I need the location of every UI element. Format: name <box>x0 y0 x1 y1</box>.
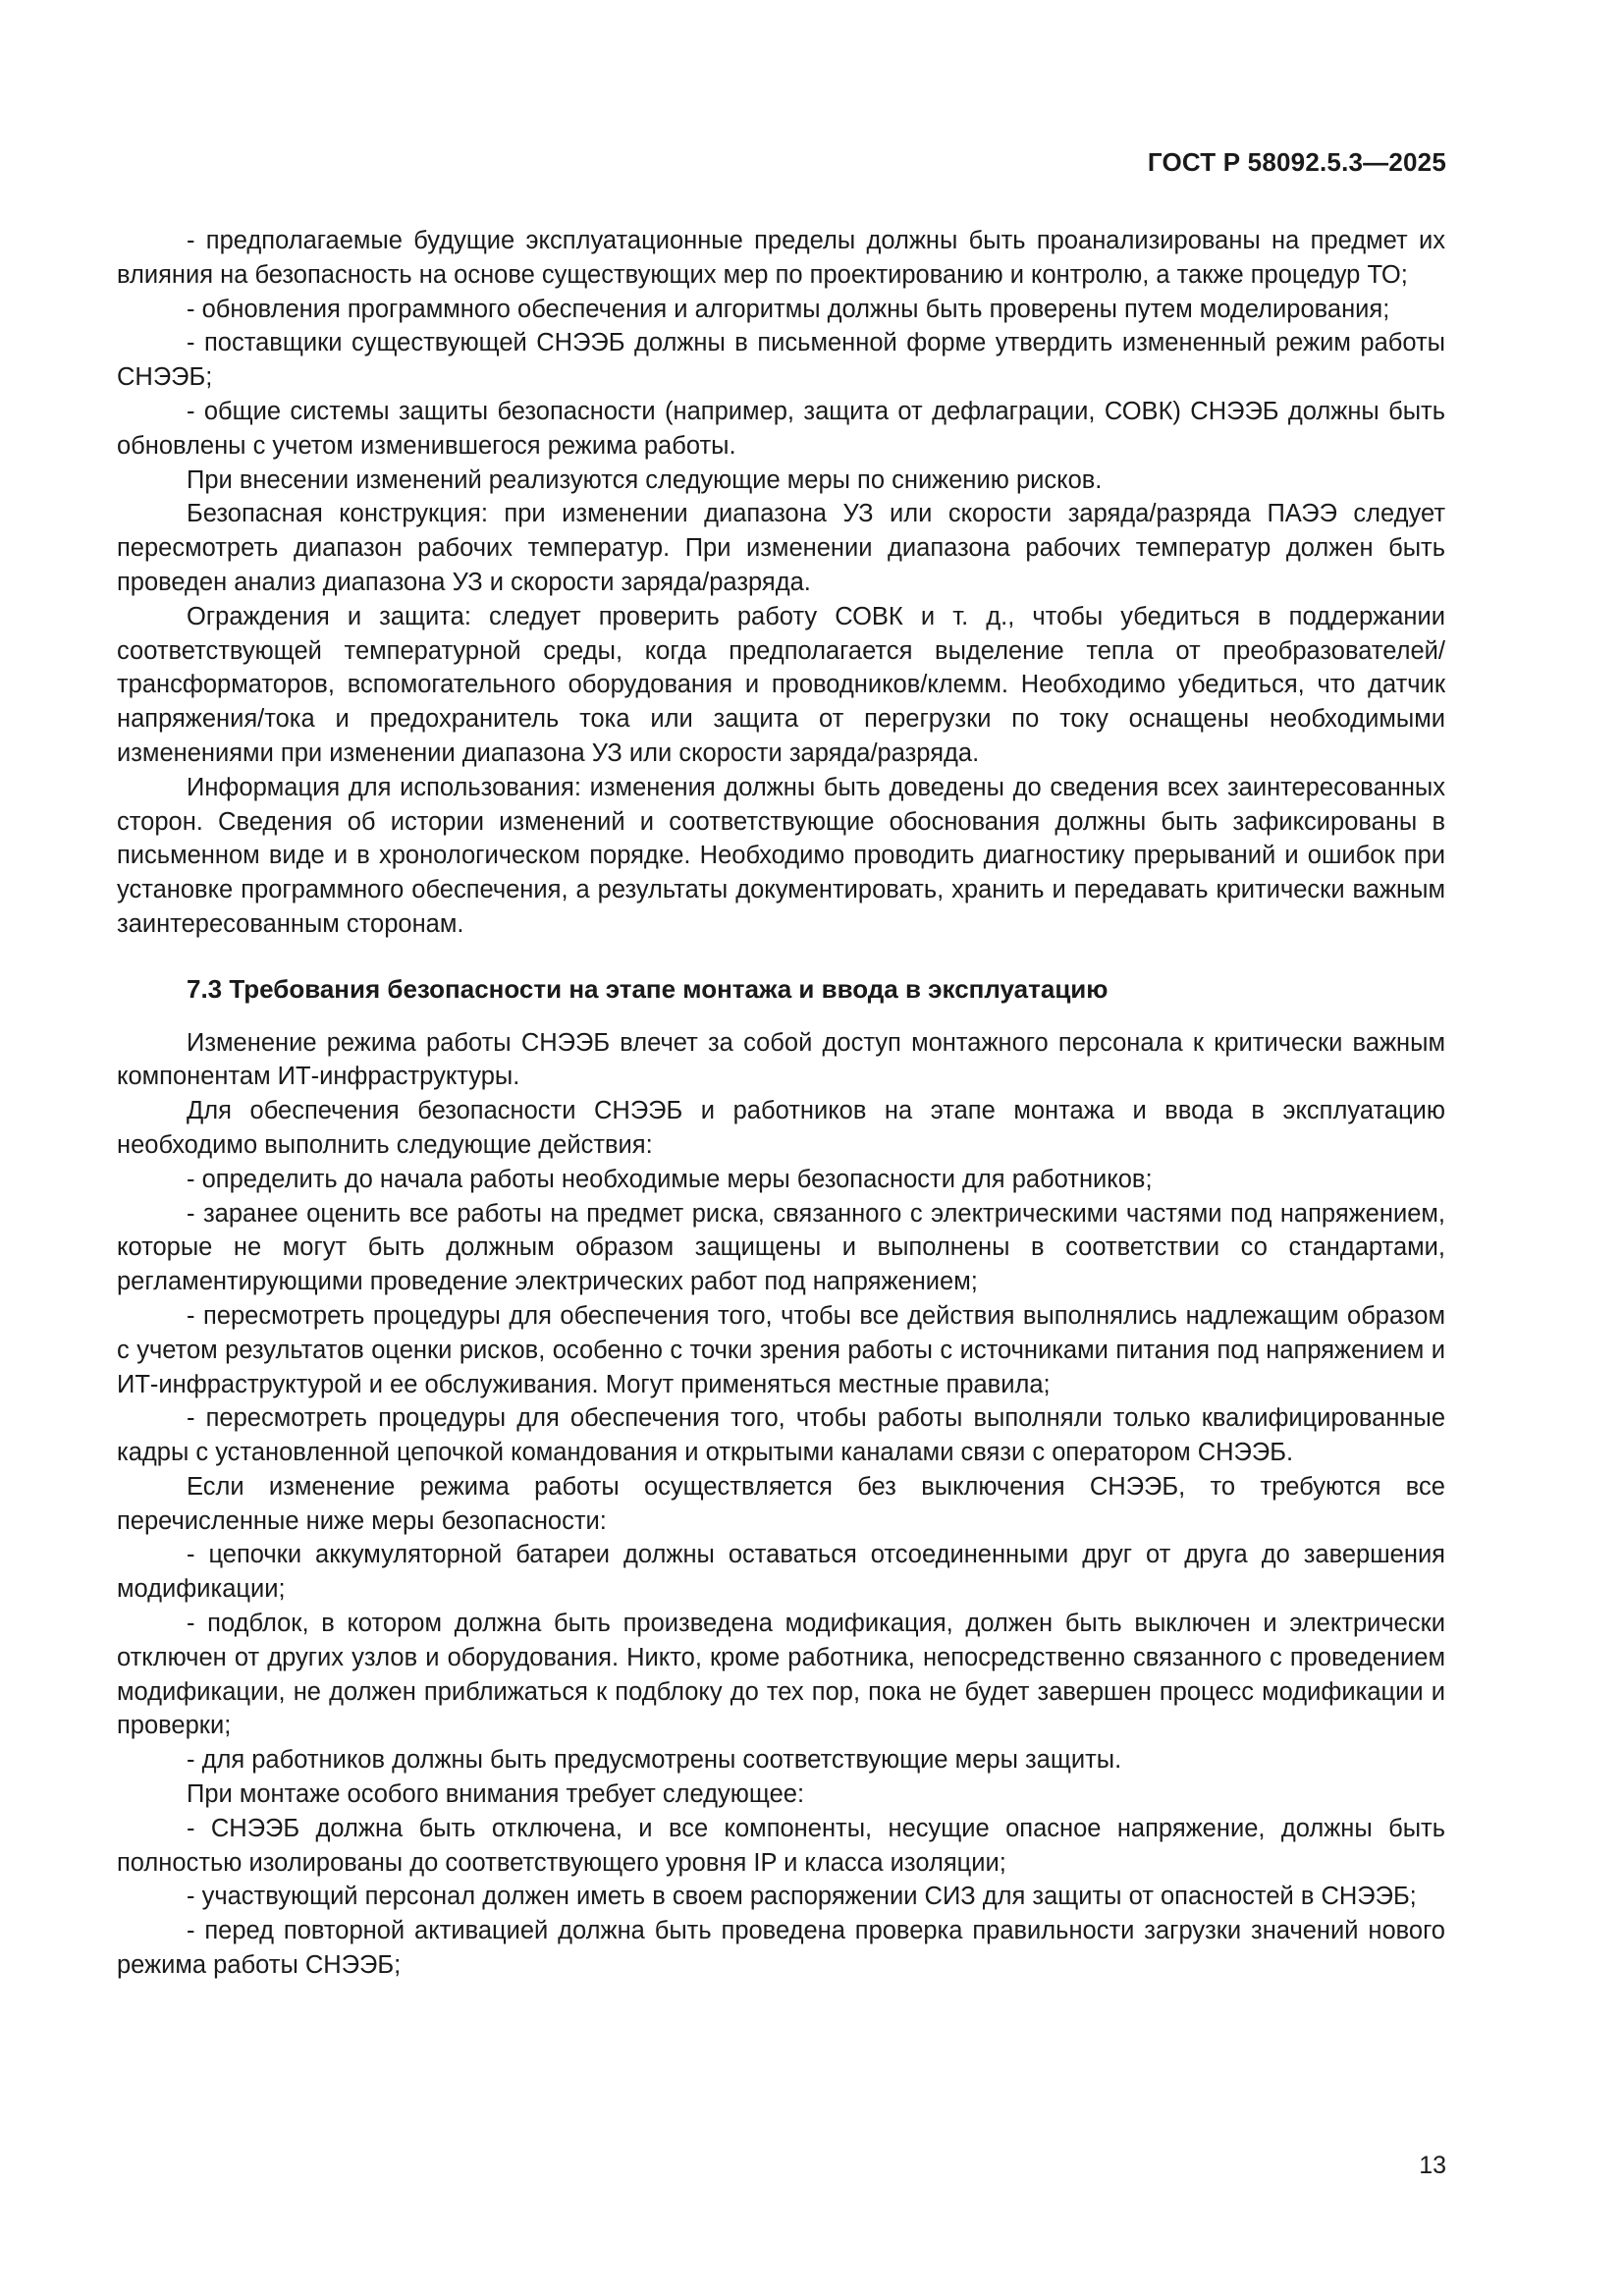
paragraph: Информация для использования: изменения должны быть доведены до сведения всех заинтересованных сторон. Сведения об истории изменений и соответствующие обоснования должны быть зафиксированы в письменном виде и в хронологическом порядке. Необходимо проводить диагностику прерываний и ошибок при установке программного обеспечения, а результаты документировать, хранить и передавать критически важным заинтересованным сторонам. <box>117 773 1445 938</box>
paragraph: Безопасная конструкция: при изменении диапазона УЗ или скорости заряда/разряда ПАЭЭ следует пересмотреть диапазон рабочих температур. При изменении диапазона рабочих температур должен быть проведен анализ диапазона УЗ и скорости заряда/разряда. <box>117 500 1445 596</box>
list-item: - цепочки аккумуляторной батареи должны оставаться отсоединенными друг от друга до завершения модификации; <box>117 1541 1445 1604</box>
page-body <box>117 224 1445 1983</box>
document-code: ГОСТ Р 58092.5.3—2025 <box>1147 147 1446 177</box>
list-item: - подблок, в котором должна быть произведена модификация, должен быть выключен и электрически отключен от других узлов и оборудования. Никто, кроме работника, непосредственно связанного с проведением модификации, не должен приближаться к подблоку до тех пор, пока не будет завершен процесс модификации и проверки; <box>117 1610 1445 1740</box>
page-number: 13 <box>1419 2152 1446 2179</box>
paragraph: Для обеспечения безопасности СНЭЭБ и работников на этапе монтажа и ввода в эксплуатацию необходимо выполнить следующие действия: <box>117 1097 1445 1159</box>
list-item: - участвующий персонал должен иметь в своем распоряжении СИЗ для защиты от опасностей в СНЭЭБ; <box>187 1883 1417 1911</box>
list-item: - заранее оценить все работы на предмет риска, связанного с электрическими частями под напряжением, которые не могут быть должным образом защищены и выполнены в соответствии со стандартами, регламентирующими проведение электрических работ под напряжением; <box>117 1199 1445 1296</box>
paragraph: Если изменение режима работы осуществляется без выключения СНЭЭБ, то требуются все перечисленные ниже меры безопасности: <box>117 1472 1445 1535</box>
paragraph: Ограждения и защита: следует проверить работу СОВК и т. д., чтобы убедиться в поддержании соответствующей температурной среды, когда предполагается выделение тепла от преобразователей/трансформаторов, вспомогательного оборудования и проводников/клемм. Необходимо убедиться, что датчик напряжения/тока и предохранитель тока или защита от перегрузки по току оснащены необходимыми изменениями при изменении диапазона УЗ или скорости заряда/разряда. <box>117 602 1445 767</box>
list-item: - определить до начала работы необходимые меры безопасности для работников; <box>187 1165 1153 1193</box>
paragraph: При внесении изменений реализуются следующие меры по снижению рисков. <box>187 465 1103 494</box>
list-item: - для работников должны быть предусмотрены соответствующие меры защиты. <box>187 1746 1122 1775</box>
section-heading: 7.3 Требования безопасности на этапе монтажа и ввода в эксплуатацию <box>187 973 1109 1004</box>
list-item: - обновления программного обеспечения и алгоритмы должны быть проверены путем моделирования; <box>187 295 1390 323</box>
paragraph: При монтаже особого внимания требует следующее: <box>187 1780 805 1809</box>
list-item: - пересмотреть процедуры для обеспечения того, чтобы работы выполняли только квалифицированные кадры с установленной цепочкой командования и открытыми каналами связи с оператором СНЭЭБ. <box>117 1404 1445 1467</box>
list-item: - общие системы защиты безопасности (например, защита от дефлаграции, СОВК) СНЭЭБ должны быть обновлены с учетом изменившегося режима работы. <box>117 397 1445 460</box>
list-item: - предполагаемые будущие эксплуатационные пределы должны быть проанализированы на предмет их влияния на безопасность на основе существующих мер по проектированию и контролю, а также процедур ТО; <box>117 227 1445 289</box>
list-item: - СНЭЭБ должна быть отключена, и все компоненты, несущие опасное напряжение, должны быть полностью изолированы до соответствующего уровня IP и класса изоляции; <box>117 1814 1445 1877</box>
list-item: - поставщики существующей СНЭЭБ должны в письменной форме утвердить измененный режим работы СНЭЭБ; <box>117 329 1445 392</box>
list-item: - перед повторной активацией должна быть проведена проверка правильности загрузки значений нового режима работы СНЭЭБ; <box>117 1917 1445 1980</box>
list-item: - пересмотреть процедуры для обеспечения того, чтобы все действия выполнялись надлежащим образом с учетом результатов оценки рисков, особенно с точки зрения работы с источниками питания под напряжением и ИТ-инфраструктурой и ее обслуживания. Могут применяться местные правила; <box>117 1301 1445 1398</box>
paragraph: Изменение режима работы СНЭЭБ влечет за собой доступ монтажного персонала к критически важным компонентам ИТ-инфраструктуры. <box>117 1028 1445 1091</box>
